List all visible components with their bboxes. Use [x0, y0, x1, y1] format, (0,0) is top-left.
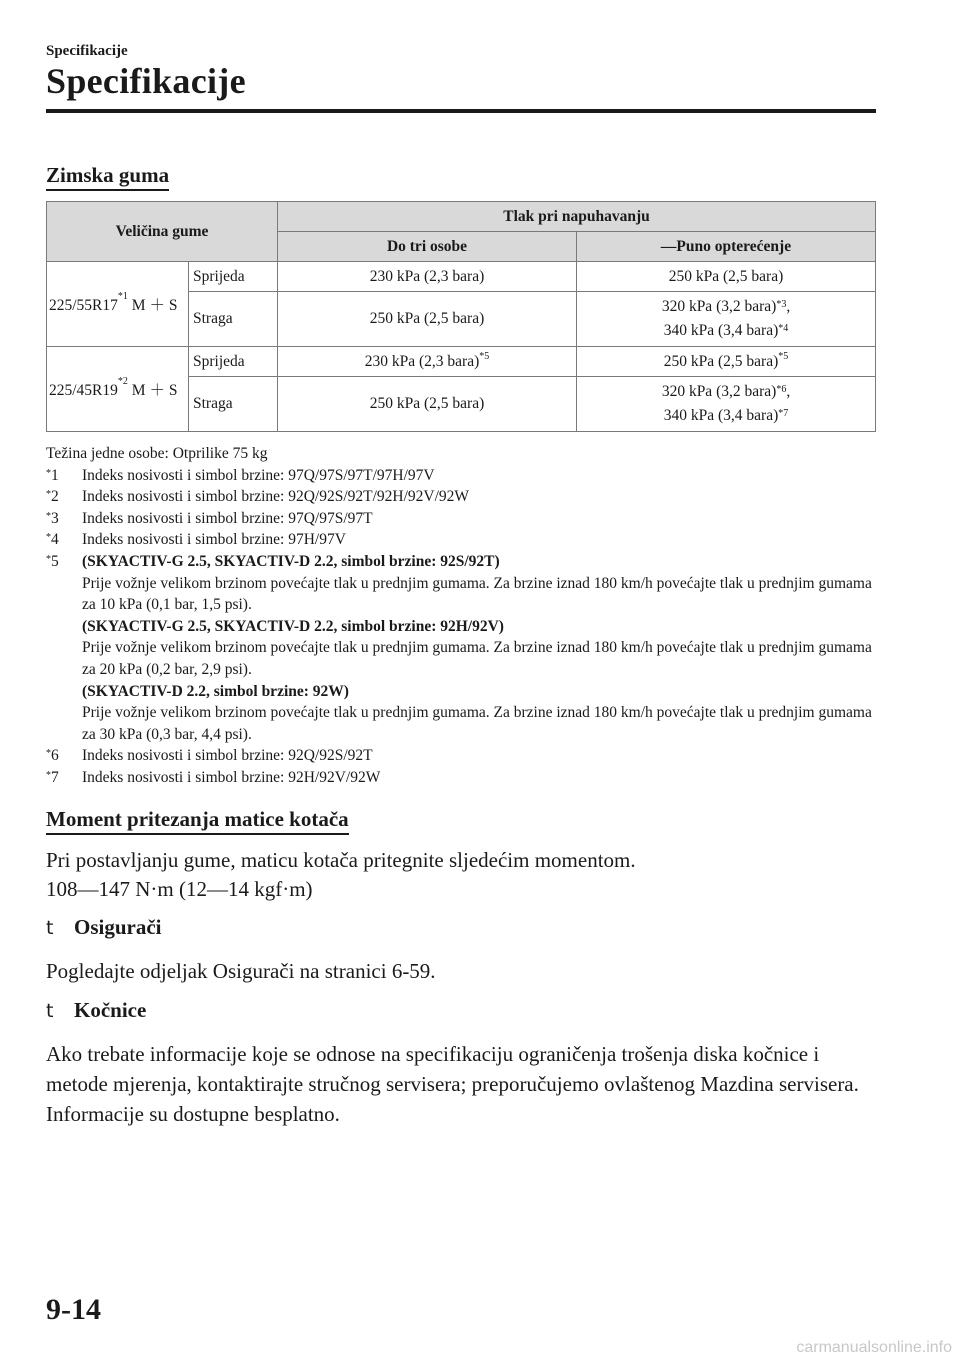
- footnote-subheading: (SKYACTIV-G 2.5, SKYACTIV-D 2.2, simbol brzine: 92H/92V): [82, 617, 504, 635]
- tire-size-suffix: M ＋ S: [131, 382, 178, 399]
- pressure-full-load: [577, 292, 876, 347]
- footnote-ref: *6: [776, 384, 787, 395]
- table-row: [47, 347, 876, 377]
- footnote-text: [82, 551, 876, 745]
- tire-size: 225/45R19: [49, 382, 118, 399]
- footnote-mark: *1: [46, 466, 59, 484]
- footnote-text: Indeks nosivosti i simbol brzine: 97Q/97S/97T: [82, 509, 373, 527]
- pressure-three-persons: 250 kPa (2,5 bara): [278, 292, 577, 347]
- footnote-ref: *4: [778, 323, 789, 334]
- col-header-full-load: ―Puno opterećenje: [577, 232, 876, 262]
- footnote: [46, 486, 876, 508]
- footnote: [46, 508, 876, 530]
- pressure-value: 250 kPa (2,5 bara): [663, 352, 779, 370]
- footnote-mark: *4: [46, 531, 59, 549]
- position-front: Sprijeda: [189, 347, 278, 377]
- footnote-ref: *5: [778, 350, 789, 362]
- footnote-mark: *6: [46, 747, 59, 765]
- footnote-ref: *2: [117, 376, 128, 387]
- table-header-row: [47, 202, 876, 232]
- footnote-ref: *3: [776, 299, 787, 310]
- winter-tire-heading: Zimska guma: [46, 163, 169, 191]
- col-header-up-to-three: Do tri osobe: [278, 232, 577, 262]
- footnote-subheading: (SKYACTIV-D 2.2, simbol brzine: 92W): [82, 682, 349, 700]
- footnote-mark: *7: [46, 768, 59, 786]
- fuses-heading: [46, 915, 162, 940]
- torque-heading: Moment pritezanja matice kotača: [46, 807, 349, 835]
- position-front: Sprijeda: [189, 262, 278, 292]
- col-header-size: Veličina gume: [47, 202, 278, 262]
- footnote-paragraph: Prije vožnje velikom brzinom povećajte tlak u prednjim gumama. Za brzine iznad 180 km/h povećajte tlak u prednjim gumama za 10 kPa (0,1 bar, 1,5 psi).: [82, 574, 872, 614]
- footnote-text: Indeks nosivosti i simbol brzine: 97Q/97S/97T/97H/97V: [82, 466, 435, 484]
- torque-instruction: Pri postavljanju gume, maticu kotača pritegnite sljedećim momentom.: [46, 848, 636, 872]
- winter-tire-table: [46, 201, 876, 432]
- footnote: [46, 745, 876, 767]
- bullet-icon: t: [46, 1000, 54, 1022]
- position-rear: Straga: [189, 292, 278, 347]
- pressure-value: 230 kPa (2,3 bara): [364, 352, 480, 370]
- title-divider: [46, 109, 876, 113]
- pressure-value: 320 kPa (3,2 bara): [661, 383, 777, 400]
- footnote: [46, 551, 876, 745]
- footnote-ref: *5: [479, 350, 490, 362]
- footnote-text: Indeks nosivosti i simbol brzine: 97H/97V: [82, 531, 346, 549]
- footnote-paragraph: Prije vožnje velikom brzinom povećajte tlak u prednjim gumama. Za brzine iznad 180 km/h povećajte tlak u prednjim gumama za 30 kPa (0,3 bar, 4,4 psi).: [82, 704, 872, 743]
- footnote: [46, 465, 876, 487]
- pressure-full-load: 250 kPa (2,5 bara): [577, 262, 876, 292]
- brakes-heading-label: Kočnice: [74, 998, 147, 1022]
- brakes-heading: [46, 998, 146, 1023]
- page-title: Specifikacije: [46, 61, 246, 101]
- torque-value: 108―147 N·m (12―14 kgf·m): [46, 877, 313, 901]
- footnote-mark: *2: [46, 488, 59, 506]
- torque-text: [46, 846, 876, 904]
- breadcrumb: Specifikacije: [46, 43, 128, 59]
- tire-size: 225/55R17: [49, 297, 118, 314]
- pressure-full-load: [577, 377, 876, 432]
- pressure-full-load: [577, 347, 876, 377]
- tire-size-cell: [47, 347, 189, 432]
- tire-size-cell: [47, 262, 189, 347]
- footnote-text: Indeks nosivosti i simbol brzine: 92Q/92S/92T/92H/92V/92W: [82, 488, 470, 506]
- pressure-three-persons: [278, 347, 577, 377]
- pressure-three-persons: 230 kPa (2,3 bara): [278, 262, 577, 292]
- footnote-subheading: (SKYACTIV-G 2.5, SKYACTIV-D 2.2, simbol brzine: 92S/92T): [82, 552, 500, 570]
- page-number: 9-14: [46, 1293, 101, 1326]
- footnote-mark: *5: [46, 552, 59, 570]
- footnote-ref: *1: [117, 291, 128, 302]
- footnote-text: Indeks nosivosti i simbol brzine: 92H/92V/92W: [82, 768, 381, 786]
- pressure-three-persons: 250 kPa (2,5 bara): [278, 377, 577, 432]
- pressure-value: 340 kPa (3,4 bara): [663, 407, 779, 424]
- weight-note: Težina jedne osobe: Otprilike 75 kg: [46, 445, 268, 462]
- bullet-icon: t: [46, 917, 54, 939]
- separator: ,: [786, 298, 791, 315]
- fuses-text: Pogledajte odjeljak Osigurači na stranici 6-59.: [46, 959, 436, 983]
- brakes-text: Ako trebate informacije koje se odnose na specifikaciju ograničenja trošenja diska kočnice i metode mjerenja, kontaktirajte stručnog servisera; preporučujemo ovlaštenog Mazdina servisera. Informacije su dostupne besplatno.: [46, 1042, 859, 1126]
- footnote-paragraph: Prije vožnje velikom brzinom povećajte tlak u prednjim gumama. Za brzine iznad 180 km/h povećajte tlak u prednjim gumama za 20 kPa (0,2 bar, 2,9 psi).: [82, 639, 872, 678]
- watermark: carmanualsonline.info: [796, 1339, 952, 1356]
- pressure-value: 320 kPa (3,2 bara): [661, 298, 777, 315]
- position-rear: Straga: [189, 377, 278, 432]
- tire-size-suffix: M ＋ S: [131, 297, 178, 314]
- footnote-mark: *3: [46, 509, 59, 527]
- separator: ,: [786, 383, 791, 400]
- footnote: [46, 767, 876, 789]
- table-row: [47, 262, 876, 292]
- footnote: [46, 529, 876, 551]
- footnote-ref: *7: [778, 408, 789, 419]
- col-header-pressure: Tlak pri napuhavanju: [278, 202, 876, 232]
- footnote-text: Indeks nosivosti i simbol brzine: 92Q/92S/92T: [82, 747, 373, 765]
- table-notes: [46, 443, 876, 789]
- pressure-value: 340 kPa (3,4 bara): [663, 322, 779, 339]
- fuses-heading-label: Osigurači: [74, 915, 162, 939]
